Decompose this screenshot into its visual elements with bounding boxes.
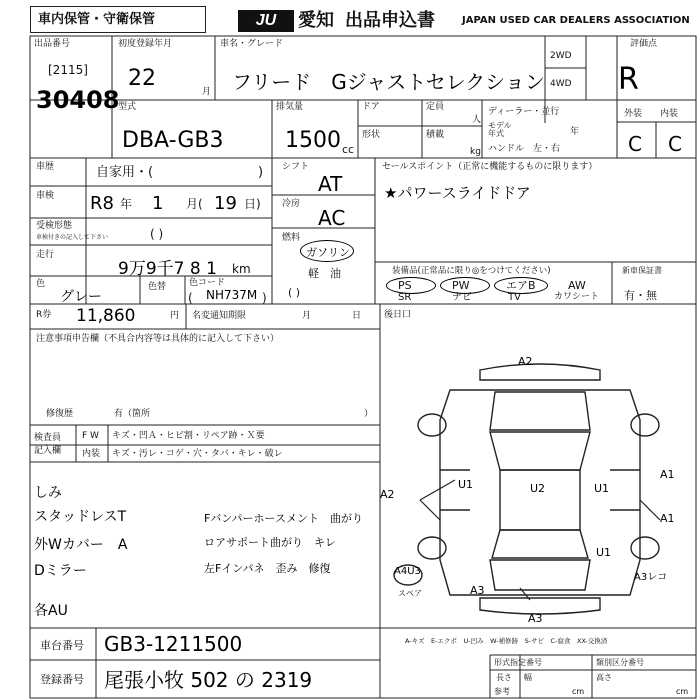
ac-value: AC: [318, 206, 346, 230]
equip-leather: カワシート: [554, 292, 600, 302]
mark-a1-rear: A1: [660, 512, 675, 525]
association-name: JAPAN USED CAR DEALERS ASSOCIATION: [462, 15, 690, 26]
ext-score: C: [628, 132, 642, 156]
hw-note-5: 各AU: [34, 603, 68, 619]
equip-aw: AW: [568, 279, 586, 292]
color-code-value: NH737M: [206, 288, 258, 302]
name-change-label: 名変通知期限: [192, 311, 247, 321]
recv-paren: ( ): [150, 227, 164, 241]
paren-open: (: [188, 291, 193, 305]
inspection-label: 車検: [36, 191, 55, 201]
reg-value: 尾張小牧 502 の 2319: [104, 668, 313, 692]
check-row2-label: 内装: [82, 449, 101, 459]
equipment-grid: [384, 277, 609, 303]
hw-note-2: スタッドレスT: [34, 509, 127, 525]
model-year-label: モデル 年式: [488, 121, 512, 138]
fuel-light-oil: 軽 油: [308, 267, 341, 280]
int-score: C: [668, 132, 682, 156]
displacement-value: 1500: [285, 128, 341, 153]
mark-a2-left: A2: [380, 488, 395, 501]
mark-u1-right: U1: [594, 482, 610, 495]
damage-legend: A-キズ E-エクボ U-凹み W-補修跡 S-サビ C-腐食 XX-交換済: [405, 637, 608, 645]
paren-close: ): [262, 291, 267, 305]
insp-day: 19: [214, 193, 237, 214]
cert-label: 形式指定番号: [494, 658, 542, 667]
nc-month: 月: [302, 311, 312, 321]
chassis-label: 車台番号: [40, 639, 84, 652]
mark-u1-rear: U1: [596, 546, 612, 559]
reg-label: 登録番号: [40, 673, 84, 686]
length-label: 長さ: [496, 673, 512, 682]
history-value: 自家用・(: [96, 165, 154, 180]
dealer-label: ディーラー・並行: [488, 107, 560, 117]
hw-right-3: 左Fインパネ 歪み 修復: [204, 562, 331, 575]
person-unit: 人: [472, 115, 482, 125]
history-label: 車歴: [36, 162, 55, 172]
hw-note-3: 外Wカバー A: [34, 537, 128, 553]
warranty-value: 有・無: [624, 289, 657, 302]
recv-label: 受検形態: [36, 221, 73, 231]
height-label: 高さ: [596, 673, 612, 682]
insp-month-unit: 月(: [186, 197, 203, 211]
model-label: 型式: [118, 102, 137, 112]
yen-unit: 円: [170, 311, 180, 321]
int-label: 内装: [660, 109, 679, 119]
sales-value: ★パワースライドドア: [384, 184, 531, 202]
form-title: 出品申込書: [345, 10, 435, 31]
history-close: ): [258, 165, 264, 180]
score-value: R: [618, 62, 639, 97]
ac-label: 冷房: [282, 199, 301, 209]
category-label: 類別区分番号: [596, 658, 644, 667]
km-unit: km: [232, 262, 251, 276]
month-unit: 月: [202, 87, 212, 97]
capacity-label: 定員: [426, 102, 445, 112]
equip-tv: TV: [508, 292, 521, 303]
model-value: DBA-GB3: [122, 128, 224, 153]
equip-navi: ナビ: [452, 292, 472, 303]
fuel-value: ガソリン: [306, 246, 350, 259]
ju-logo: JU: [238, 10, 294, 32]
shift-label: シフト: [282, 162, 310, 172]
load-label: 積載: [426, 130, 445, 140]
hw-note-4: Dミラー: [34, 563, 87, 579]
drive-4wd: 4WD: [550, 79, 572, 89]
color-change-label: 色替: [148, 282, 167, 292]
repair-label: 修復歴: [46, 409, 74, 419]
equip-label: 装備品(正常品に限り◎をつけてください): [392, 266, 551, 276]
hw-note-1: しみ: [34, 485, 62, 501]
score-label: 評価点: [630, 39, 658, 49]
mark-a2-top: A2: [518, 355, 533, 368]
mark-a1-right: A1: [660, 468, 675, 481]
ext-label: 外装: [624, 109, 643, 119]
logo-city: 愛知: [298, 10, 334, 31]
notes-label: 注意事項申告欄（不具合内容等は具体的に記入して下さい）: [36, 334, 280, 344]
equip-airbag: エアB: [506, 279, 536, 292]
car-name-grade: フリード Gジャストセレクション: [232, 70, 545, 94]
mileage-value: 9万9千7 8 1: [118, 259, 217, 279]
handle-label: ハンドル 左・右: [488, 144, 561, 154]
displacement-label: 排気量: [276, 102, 304, 112]
cm-unit-2: cm: [676, 687, 689, 696]
nc-day: 日: [352, 311, 362, 321]
tax-label: R券: [36, 310, 52, 320]
kg-unit: kg: [470, 147, 481, 157]
mark-a3-reco: A3レコ: [634, 572, 668, 583]
hw-right-2: ロアサポート曲がり キレ: [204, 536, 336, 549]
check-row1: キズ・凹Ａ・ヒビ割・リペア跡・Ｘ要: [112, 431, 265, 441]
ref-label: 参考: [494, 687, 510, 696]
tax-value: 11,860: [76, 306, 136, 326]
equip-pw: PW: [452, 279, 470, 292]
year-unit: 年: [570, 127, 580, 137]
color-code-label: 色コード: [189, 278, 226, 288]
mark-u2: U2: [530, 482, 546, 495]
fuel-paren: ( ): [288, 286, 301, 299]
color-label: 色: [36, 279, 46, 289]
shape-label: 形状: [362, 130, 381, 140]
cm-unit-1: cm: [572, 687, 585, 696]
spare-label: スペア: [398, 589, 422, 598]
lot-label: 出品番号: [34, 39, 71, 49]
mileage-label: 走行: [36, 250, 55, 260]
first-reg-year: 22: [128, 66, 156, 91]
after-label: 後日口: [384, 310, 412, 320]
mark-a3-bottom: A3: [528, 612, 543, 625]
first-reg-label: 初度登録年月: [118, 39, 173, 49]
equip-ps: PS: [398, 279, 412, 292]
repair-close: ）: [364, 409, 374, 419]
shift-value: AT: [318, 172, 343, 196]
mark-a4u3: A4U3: [394, 566, 421, 577]
insp-month: 1: [152, 193, 164, 214]
inspector-label: 検査員 記入欄: [34, 433, 62, 457]
sales-label: セールスポイント（正常に機能するものに限ります）: [382, 162, 598, 172]
insp-year-unit: 年: [120, 197, 133, 211]
drive-2wd: 2WD: [550, 51, 572, 61]
insp-year: R8: [90, 193, 114, 214]
hw-right-1: Fバンパーホースメント 曲がり: [204, 512, 364, 525]
insp-day-unit: 日): [244, 197, 261, 211]
cc-unit: cc: [342, 143, 355, 156]
equip-sr: SR: [398, 292, 412, 303]
mark-a3-left: A3: [470, 584, 485, 597]
mark-u1-left: U1: [458, 478, 474, 491]
color-value: グレー: [60, 289, 102, 305]
lot-number: 30408: [36, 86, 120, 114]
chassis-value: GB3-1211500: [104, 632, 243, 656]
check-row2: キズ・汚レ・コゲ・穴・タバ・キレ・破レ: [112, 449, 283, 459]
warranty-label: 新車保証書: [622, 266, 662, 275]
title-left: 車内保管・守衛保管: [38, 12, 156, 27]
check-row1-label: F W: [82, 431, 99, 441]
recv-note: 車検付きの記入して下さい: [36, 234, 109, 241]
repair-value: 有（箇所: [114, 409, 151, 419]
lot-bracket: [2115]: [48, 63, 88, 77]
door-label: ドア: [362, 102, 380, 112]
width-label: 幅: [524, 673, 532, 682]
fuel-label: 燃料: [282, 233, 301, 243]
name-grade-label: 車名・グレード: [220, 39, 284, 49]
